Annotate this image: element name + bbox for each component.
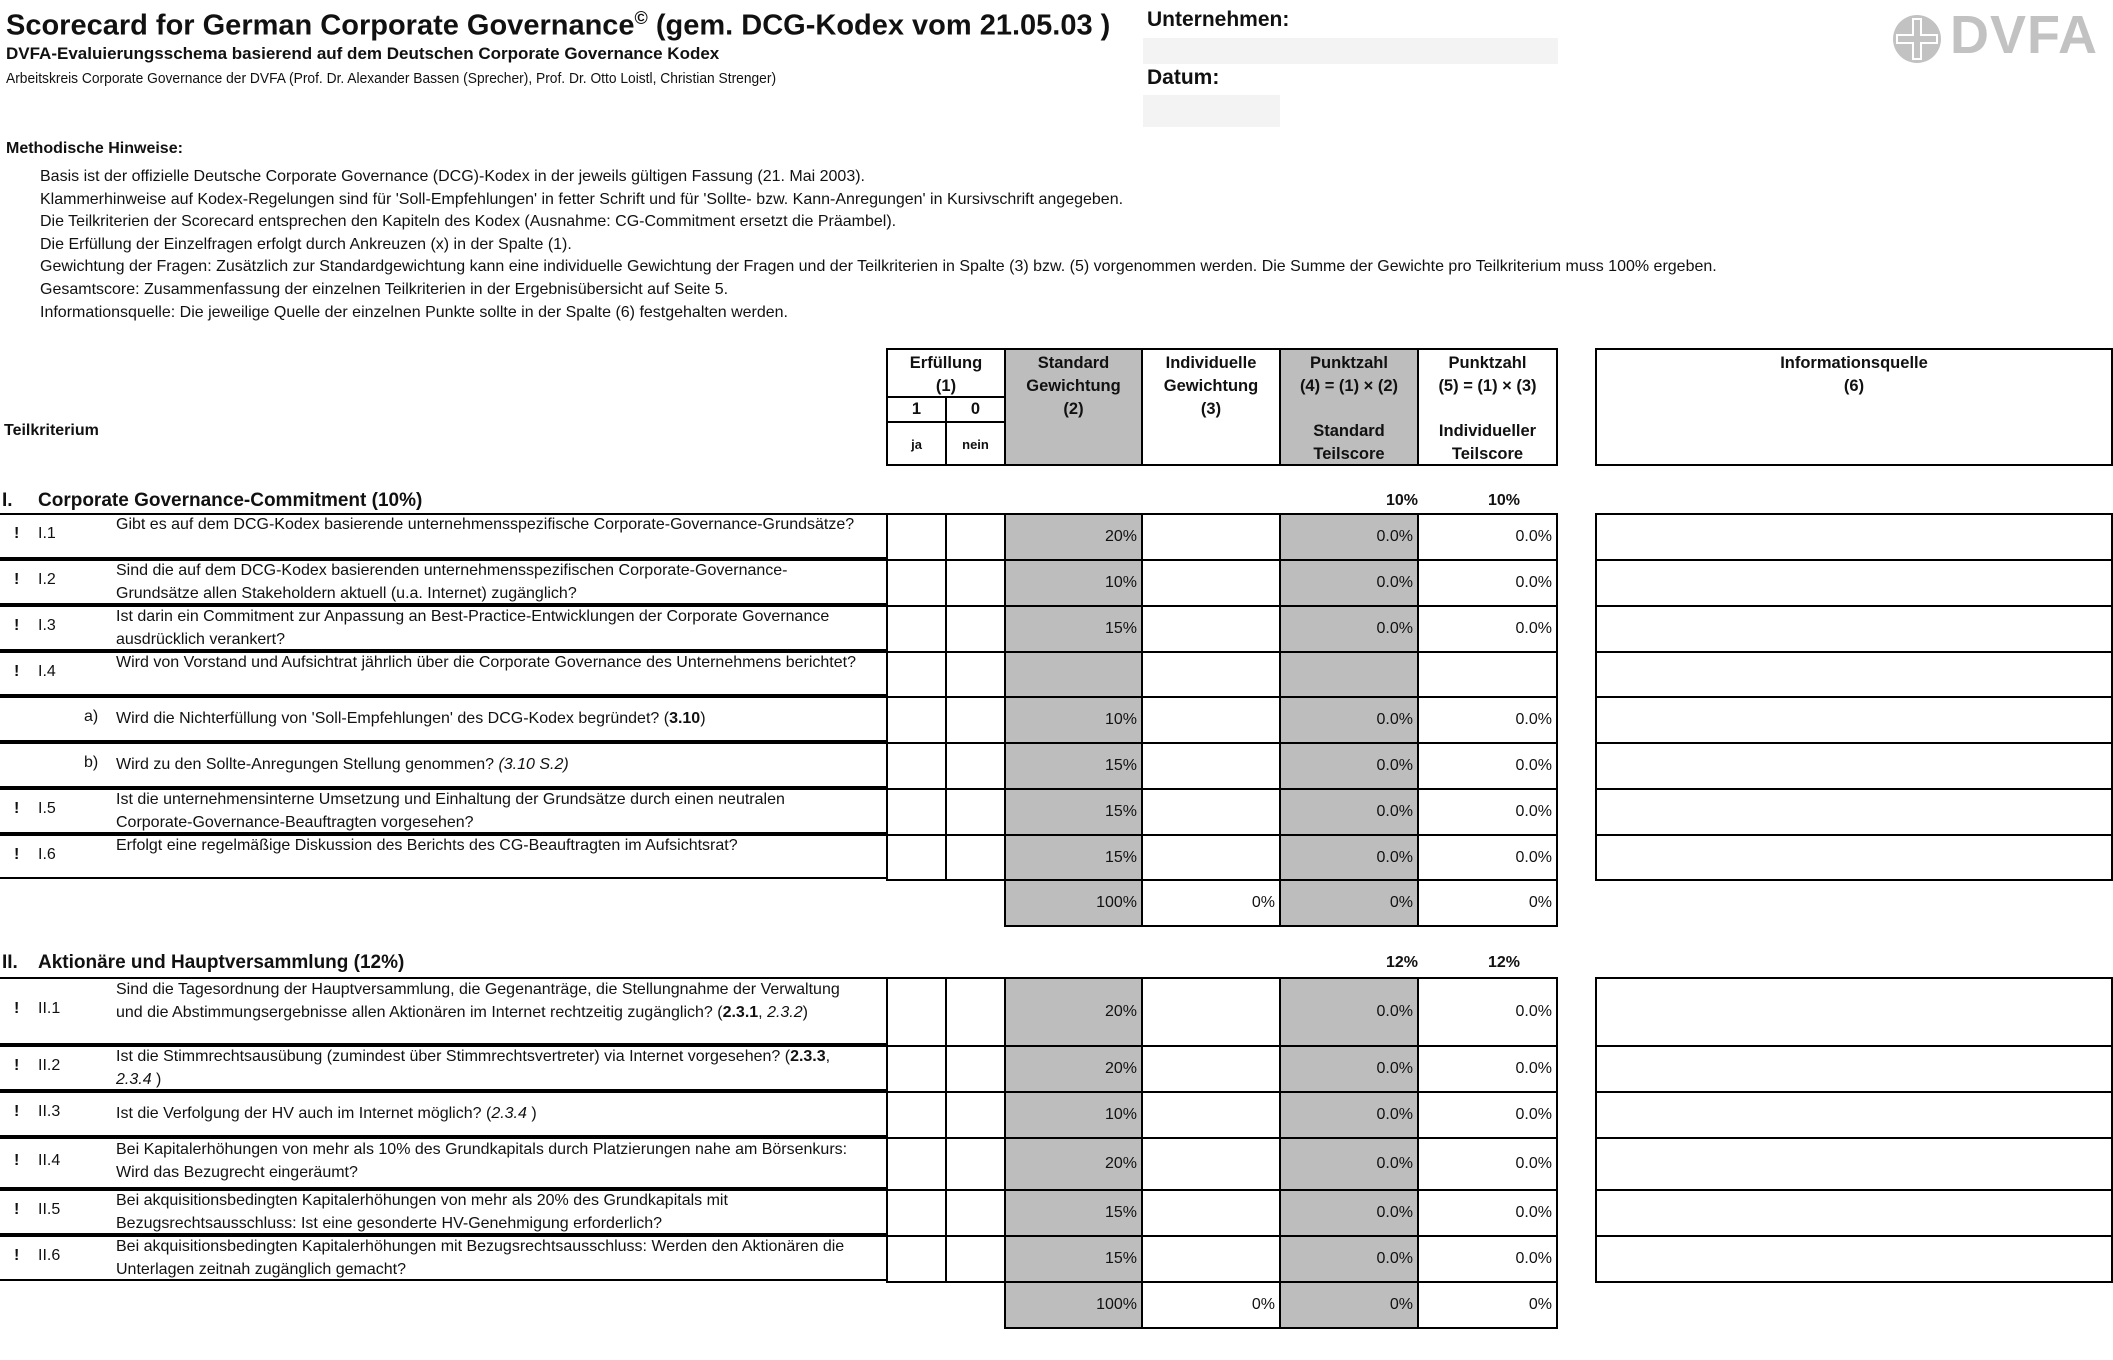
copyright-mark: © (634, 8, 648, 28)
info-source-cell[interactable] (1595, 977, 2113, 1047)
note-line: Gewichtung der Fragen: Zusätzlich zur Standardgewichtung kann eine individuelle Gewichtung der Fragen und der Teilkriterien in Spalte (3) bzw. (5) vorgenommen werden. Die Summe der Gewichte pro Teilkriterium muss 100% ergeben. (40, 258, 1717, 276)
ind-gew-l3: (3) (1200, 400, 1222, 418)
std-weight-cell-value: 15% (1104, 848, 1137, 866)
logo-text: DVFA (1950, 5, 2099, 65)
info-header (1595, 348, 2113, 466)
ja-cell[interactable] (886, 696, 947, 744)
ind-score-cell-value: 0.0% (1515, 1204, 1552, 1221)
question-text (116, 1103, 856, 1126)
section-1-ind-pct: 10% (1487, 492, 1520, 509)
std-weight-cell (1004, 1091, 1143, 1139)
nein-cell[interactable] (945, 1137, 1006, 1191)
note-line: Basis ist der offizielle Deutsche Corporate Governance (DCG)-Kodex in der jeweils gültigen Fassung (21. Mai 2003). (40, 168, 865, 185)
nein-cell[interactable] (945, 788, 1006, 836)
question-text (116, 789, 856, 834)
std-score-cell (1279, 513, 1419, 561)
ind-score-cell (1417, 559, 1558, 607)
question-body: Ist die unternehmensinterne Umsetzung und Einhaltung der Grundsätze durch einen neutralen Corporate-Governance-Beauftragten vorgesehen? (116, 791, 785, 831)
row-id: b) (84, 754, 99, 771)
row-id: II.3 (38, 1103, 61, 1120)
info-source-cell[interactable] (1595, 513, 2113, 561)
ref-close: ) (700, 710, 706, 727)
std-weight-cell-value: 20% (1104, 528, 1137, 545)
pz5-l2: (5) = (1) × (3) (1438, 377, 1537, 395)
std-score-cell-value: 0.0% (1376, 528, 1413, 545)
company-label: Unternehmen: (1147, 8, 1290, 31)
std-weight-cell-value: 20% (1104, 1155, 1137, 1172)
std-score-cell (1279, 651, 1419, 698)
dvfa-cross-emblem-icon (1888, 12, 1946, 66)
ind-score-cell (1417, 788, 1558, 836)
ind-weight-cell[interactable] (1141, 605, 1281, 653)
question-text (116, 1139, 856, 1184)
ind-score-cell (1417, 977, 1558, 1047)
std-score-cell (1279, 1045, 1419, 1093)
std-weight-cell-value: 20% (1104, 1003, 1137, 1020)
total-value: 100% (1096, 894, 1137, 911)
required-mark: ! (14, 1247, 20, 1264)
section-1-title: Corporate Governance-Commitment (10%) (38, 490, 423, 511)
ind-score-cell-value: 0.0% (1515, 528, 1552, 545)
ind-score-cell (1417, 696, 1558, 744)
info-source-cell[interactable] (1595, 605, 2113, 653)
ind-score-cell (1417, 513, 1558, 561)
pz4-l4: Teilscore (1313, 445, 1385, 463)
required-mark: ! (14, 1103, 20, 1120)
required-mark: ! (14, 525, 20, 542)
question-body: Sind die Tagesordnung der Hauptversammlung, die Gegenanträge, die Stellungnahme der Verwaltung und die Abstimmungsergebnisse allen Aktionären im Internet rechtzeitig zugänglich? ( (116, 981, 840, 1021)
question-text (116, 708, 856, 731)
ind-score-cell (1417, 651, 1558, 698)
question-body: Wird von Vorstand und Aufsichtrat jährlich über die Corporate Governance des Unternehmens berichtet? (116, 654, 856, 671)
pz5-l3: Individueller (1438, 422, 1537, 440)
info-source-cell[interactable] (1595, 742, 2113, 790)
nein-cell[interactable] (945, 605, 1006, 653)
std-weight-cell-value: 20% (1104, 1060, 1137, 1077)
std-weight-cell (1004, 977, 1143, 1047)
nein-cell[interactable] (945, 559, 1006, 607)
ja-cell[interactable] (886, 651, 947, 698)
ind-score-cell-value: 0.0% (1515, 848, 1552, 866)
note-line: Klammerhinweise auf Kodex-Regelungen sind für 'Soll-Empfehlungen' in fetter Schrift und für 'Sollte- bzw. Kann-Anregungen' in Kursivschrift angegeben. (40, 190, 1124, 208)
ind-score-cell-value: 0.0% (1515, 757, 1552, 774)
info-source-cell[interactable] (1595, 1091, 2113, 1139)
question-body: Bei akquisitionsbedingten Kapitalerhöhungen von mehr als 20% des Grundkapitals mit Bezugsrechtsausschluss: Ist eine gesonderte HV-Genehmigung erforderlich? (116, 1192, 728, 1232)
total-value: 0% (1389, 894, 1413, 911)
ind-weight-cell[interactable] (1141, 742, 1281, 790)
ind-gew-l2: Gewichtung (1163, 377, 1259, 395)
row-id: II.5 (38, 1201, 61, 1218)
total-ind-score-cell (1417, 1281, 1558, 1329)
ja-cell[interactable] (886, 1137, 947, 1191)
std-score-cell (1279, 1189, 1419, 1237)
ja-cell[interactable] (886, 1189, 947, 1237)
ref-close: ) (526, 1105, 537, 1122)
section-2-ind-pct: 12% (1487, 954, 1520, 971)
kodex-ref-sollte: (3.10 S.2) (498, 756, 569, 773)
total-std-score-cell (1279, 879, 1419, 927)
teilkriterium-header: Teilkriterium (4, 422, 99, 439)
row-id: II.1 (38, 1000, 61, 1017)
nein-cell[interactable] (945, 834, 1006, 881)
ind-weight-cell[interactable] (1141, 834, 1281, 881)
ind-score-cell (1417, 834, 1558, 881)
ind-score-cell-value: 0.0% (1515, 1155, 1552, 1172)
nein-header: nein (945, 421, 1006, 466)
pz5-l1: Punktzahl (1448, 354, 1527, 372)
ind-score-cell-value: 0.0% (1515, 574, 1552, 591)
row-id: I.1 (38, 525, 56, 542)
pz4-l3: Standard (1313, 422, 1385, 440)
kodex-ref-sollte: 2.3.4 (116, 1070, 152, 1088)
ind-weight-cell[interactable] (1141, 559, 1281, 607)
ref-separator: , (825, 1048, 831, 1065)
std-weight-cell-value: 10% (1104, 711, 1137, 728)
ja-header: ja (886, 421, 947, 466)
std-gew-l2: Gewichtung (1026, 377, 1121, 395)
row-id: I.4 (38, 662, 56, 680)
ind-gew-l1: Individuelle (1165, 354, 1257, 372)
ja-cell[interactable] (886, 1045, 947, 1093)
total-std-weight-cell (1004, 879, 1143, 927)
section-1-roman: I. (2, 490, 13, 511)
std-weight-cell-value: 15% (1104, 757, 1137, 774)
pz4-l2: (4) = (1) × (2) (1299, 377, 1399, 395)
info-source-cell[interactable] (1595, 1137, 2113, 1191)
ja-cell[interactable] (886, 834, 947, 881)
question-text (116, 1046, 856, 1091)
kodex-ref-soll: 2.3.3 (790, 1048, 826, 1065)
info-source-cell[interactable] (1595, 788, 2113, 836)
info-source-cell[interactable] (1595, 834, 2113, 881)
std-weight-cell (1004, 1189, 1143, 1237)
info-l2: (6) (1843, 377, 1865, 395)
question-text (116, 1236, 856, 1281)
row-id: I.5 (38, 800, 56, 817)
ja-cell[interactable] (886, 605, 947, 653)
ind-weight-cell[interactable] (1141, 1235, 1281, 1283)
required-mark: ! (14, 1201, 20, 1218)
required-mark: ! (14, 662, 20, 680)
question-body: Bei akquisitionsbedingten Kapitalerhöhungen mit Bezugsrechtsausschluss: Werden den Aktionären die Unterlagen zeitnah zugänglich gemacht? (116, 1238, 845, 1278)
total-value: 0% (1528, 1296, 1552, 1313)
std-weight-cell (1004, 513, 1143, 561)
section-2-title: Aktionäre und Hauptversammlung (12%) (38, 952, 405, 973)
std-score-cell (1279, 742, 1419, 790)
ind-weight-cell[interactable] (1141, 1137, 1281, 1191)
ind-weight-cell[interactable] (1141, 788, 1281, 836)
required-mark: ! (14, 571, 20, 588)
required-mark: ! (14, 1152, 20, 1169)
authors-line: Arbeitskreis Corporate Governance der DVFA (Prof. Dr. Alexander Bassen (Sprecher), Prof. Dr. Otto Loistl, Christian Strenger) (6, 70, 777, 87)
ja-cell[interactable] (886, 788, 947, 836)
ja-cell[interactable] (886, 977, 947, 1047)
total-ind-score-cell (1417, 879, 1558, 927)
kodex-ref-soll: 3.10 (669, 710, 701, 727)
ref-close: ) (151, 1070, 162, 1088)
info-source-cell[interactable] (1595, 559, 2113, 607)
total-std-weight-cell (1004, 1281, 1143, 1329)
total-ind-weight-cell (1141, 879, 1281, 927)
question-text (116, 1190, 856, 1235)
question-text (116, 606, 856, 651)
punktzahl5-header (1417, 348, 1558, 466)
ind-score-cell-value: 0.0% (1515, 1250, 1552, 1267)
std-score-cell-value: 0.0% (1376, 757, 1413, 774)
std-weight-cell (1004, 559, 1143, 607)
ind-weight-cell[interactable] (1141, 696, 1281, 744)
question-text (116, 560, 856, 605)
std-score-cell (1279, 559, 1419, 607)
row-id: II.4 (38, 1152, 61, 1169)
std-weight-cell (1004, 788, 1143, 836)
ind-weight-cell[interactable] (1141, 1189, 1281, 1237)
ind-gewichtung-header (1141, 348, 1281, 466)
row-id: I.6 (38, 845, 56, 863)
std-score-cell (1279, 834, 1419, 881)
std-score-cell-value: 0.0% (1376, 1060, 1413, 1077)
question-body: Gibt es auf dem DCG-Kodex basierende unternehmensspezifische Corporate-Governance-Grundsätze? (116, 516, 855, 533)
nein-cell[interactable] (945, 1091, 1006, 1139)
nein-cell[interactable] (945, 513, 1006, 561)
std-score-cell-value: 0.0% (1376, 620, 1413, 637)
question-text (116, 835, 856, 858)
ja-num-header: 1 (886, 396, 947, 423)
pz5-l4: Teilscore (1451, 445, 1524, 463)
ind-weight-cell[interactable] (1141, 1091, 1281, 1139)
ind-score-cell (1417, 1189, 1558, 1237)
section-2-roman: II. (2, 952, 18, 973)
std-weight-cell-value: 15% (1104, 803, 1137, 820)
nein-cell[interactable] (945, 651, 1006, 698)
nein-cell[interactable] (945, 1045, 1006, 1093)
ind-score-cell-value: 0.0% (1515, 1003, 1552, 1020)
row-id: a) (84, 708, 99, 725)
std-weight-cell-value: 10% (1104, 574, 1137, 591)
std-score-cell (1279, 696, 1419, 744)
ind-score-cell (1417, 1235, 1558, 1283)
note-line: Die Erfüllung der Einzelfragen erfolgt durch Ankreuzen (x) in der Spalte (1). (40, 235, 572, 253)
ind-score-cell-value: 0.0% (1515, 620, 1552, 637)
ind-score-cell-value: 0.0% (1515, 711, 1552, 728)
notes-list (40, 166, 1717, 324)
note-line: Informationsquelle: Die jeweilige Quelle der einzelnen Punkte sollte in der Spalte (6) festgehalten werden. (40, 303, 788, 321)
std-weight-cell (1004, 1137, 1143, 1191)
ja-cell[interactable] (886, 1235, 947, 1283)
info-source-cell[interactable] (1595, 1045, 2113, 1093)
info-source-cell[interactable] (1595, 651, 2113, 698)
std-score-cell-value: 0.0% (1376, 1003, 1413, 1020)
std-weight-cell-value: 15% (1104, 1204, 1137, 1221)
ind-score-cell (1417, 1045, 1558, 1093)
info-l1: Informationsquelle (1780, 354, 1928, 372)
punktzahl4-header (1279, 348, 1419, 466)
ind-score-cell-value: 0.0% (1515, 1060, 1552, 1077)
question-body: Ist die Verfolgung der HV auch im Internet möglich? ( (116, 1105, 492, 1122)
section-1-std-pct: 10% (1385, 492, 1418, 509)
std-weight-cell (1004, 1235, 1143, 1283)
ind-weight-cell[interactable] (1141, 1045, 1281, 1093)
std-score-cell (1279, 605, 1419, 653)
ind-score-cell (1417, 1137, 1558, 1191)
std-score-cell (1279, 1137, 1419, 1191)
nein-cell[interactable] (945, 742, 1006, 790)
ind-score-cell (1417, 742, 1558, 790)
question-body: Ist die Stimmrechtsausübung (zumindest über Stimmrechtsvertreter) via Internet vorgesehen? ( (116, 1048, 791, 1065)
std-score-cell-value: 0.0% (1376, 711, 1413, 728)
required-mark: ! (14, 1057, 20, 1074)
section-2-std-pct: 12% (1385, 954, 1418, 971)
ind-weight-cell[interactable] (1141, 513, 1281, 561)
total-value: 100% (1096, 1296, 1137, 1313)
std-weight-cell (1004, 1045, 1143, 1093)
kodex-ref-soll: 2.3.1 (722, 1003, 759, 1021)
std-score-cell-value: 0.0% (1376, 1204, 1413, 1221)
std-score-cell (1279, 977, 1419, 1047)
pz4-l1: Punktzahl (1310, 354, 1388, 372)
ind-score-cell (1417, 1091, 1558, 1139)
company-field[interactable] (1143, 38, 1558, 64)
std-score-cell (1279, 1235, 1419, 1283)
kodex-ref-sollte: 2.3.2 (767, 1003, 803, 1021)
dvfa-logo (1888, 5, 2108, 66)
question-text (116, 754, 856, 777)
std-weight-cell (1004, 651, 1143, 698)
question-text (116, 514, 856, 537)
info-source-cell[interactable] (1595, 696, 2113, 744)
std-weight-cell (1004, 834, 1143, 881)
question-body: Bei Kapitalerhöhungen von mehr als 10% des Grundkapitals durch Platzierungen nahe am Börsenkurs: Wird das Bezugrecht eingeräumt? (116, 1141, 848, 1181)
question-body: Wird die Nichterfüllung von 'Soll-Empfehlungen' des DCG-Kodex begründet? ( (116, 710, 670, 727)
ref-separator: , (758, 1003, 768, 1021)
page-title: Scorecard for German Corporate Governance© (gem. DCG-Kodex vom 21.05.03 ) (6, 8, 1111, 42)
std-score-cell-value: 0.0% (1376, 1250, 1413, 1267)
total-ind-weight-cell (1141, 1281, 1281, 1329)
info-source-cell[interactable] (1595, 1189, 2113, 1237)
std-gew-l3: (2) (1063, 400, 1084, 418)
erfuellung-num: (1) (935, 377, 957, 395)
std-score-cell-value: 0.0% (1376, 848, 1413, 866)
nein-cell[interactable] (945, 1235, 1006, 1283)
required-mark: ! (14, 617, 20, 634)
std-gew-l1: Standard (1037, 354, 1110, 372)
total-std-score-cell (1279, 1281, 1419, 1329)
std-score-cell-value: 0.0% (1376, 1155, 1413, 1172)
ja-cell[interactable] (886, 1091, 947, 1139)
row-id: II.2 (38, 1057, 61, 1074)
std-gewichtung-header (1004, 348, 1143, 466)
date-label: Datum: (1147, 66, 1220, 89)
required-mark: ! (14, 1000, 20, 1017)
row-id: II.6 (38, 1247, 61, 1264)
nein-cell[interactable] (945, 696, 1006, 744)
ind-weight-cell[interactable] (1141, 977, 1281, 1047)
ref-close: ) (802, 1003, 808, 1021)
std-weight-cell (1004, 696, 1143, 744)
nein-cell[interactable] (945, 977, 1006, 1047)
std-weight-cell-value: 10% (1104, 1106, 1137, 1123)
erfuellung-label: Erfüllung (909, 354, 983, 372)
kodex-ref-sollte: 2.3.4 (491, 1105, 527, 1122)
ind-score-cell-value: 0.0% (1515, 803, 1552, 820)
required-mark: ! (14, 800, 20, 817)
total-value: 0% (1251, 1296, 1275, 1313)
notes-title: Methodische Hinweise: (6, 140, 183, 157)
total-value: 0% (1528, 894, 1552, 911)
page-subtitle: DVFA-Evaluierungsschema basierend auf dem Deutschen Corporate Governance Kodex (6, 44, 720, 63)
std-score-cell (1279, 1091, 1419, 1139)
required-mark: ! (14, 845, 20, 863)
nein-num-header: 0 (945, 396, 1006, 423)
question-body: Ist darin ein Commitment zur Anpassung an Best-Practice-Entwicklungen der Corporate Governance ausdrücklich verankert? (116, 608, 830, 648)
std-weight-cell (1004, 742, 1143, 790)
ja-cell[interactable] (886, 513, 947, 561)
std-weight-cell-value: 15% (1104, 620, 1137, 637)
std-score-cell-value: 0.0% (1376, 574, 1413, 591)
std-score-cell-value: 0.0% (1376, 803, 1413, 820)
ind-weight-cell[interactable] (1141, 651, 1281, 698)
ja-cell[interactable] (886, 559, 947, 607)
question-text (116, 979, 856, 1024)
question-text (116, 652, 856, 675)
info-source-cell[interactable] (1595, 1235, 2113, 1283)
note-line: Gesamtscore: Zusammenfassung der einzelnen Teilkriterien in der Ergebnisübersicht auf Seite 5. (40, 280, 729, 298)
std-score-cell (1279, 788, 1419, 836)
nein-cell[interactable] (945, 1189, 1006, 1237)
date-field[interactable] (1143, 95, 1280, 127)
question-body: Wird zu den Sollte-Anregungen Stellung genommen? (116, 756, 499, 773)
row-id: I.2 (38, 571, 56, 588)
std-weight-cell-value: 15% (1104, 1250, 1137, 1267)
note-line: Die Teilkriterien der Scorecard entsprechen den Kapiteln des Kodex (Ausnahme: CG-Commitment ersetzt die Präambel). (40, 213, 897, 231)
row-id: I.3 (38, 617, 56, 634)
ja-cell[interactable] (886, 742, 947, 790)
std-weight-cell (1004, 605, 1143, 653)
total-value: 0% (1389, 1296, 1413, 1313)
question-body: Erfolgt eine regelmäßige Diskussion des Berichts des CG-Beauftragten im Aufsichtsrat? (116, 837, 738, 854)
std-score-cell-value: 0.0% (1376, 1106, 1413, 1123)
ind-score-cell (1417, 605, 1558, 653)
total-value: 0% (1251, 894, 1275, 911)
ind-score-cell-value: 0.0% (1515, 1106, 1552, 1123)
question-body: Sind die auf dem DCG-Kodex basierenden unternehmensspezifischen Corporate-Governance-Grundsätze allen Stakeholdern aktuell (u.a. Internet) zugänglich? (116, 562, 788, 602)
